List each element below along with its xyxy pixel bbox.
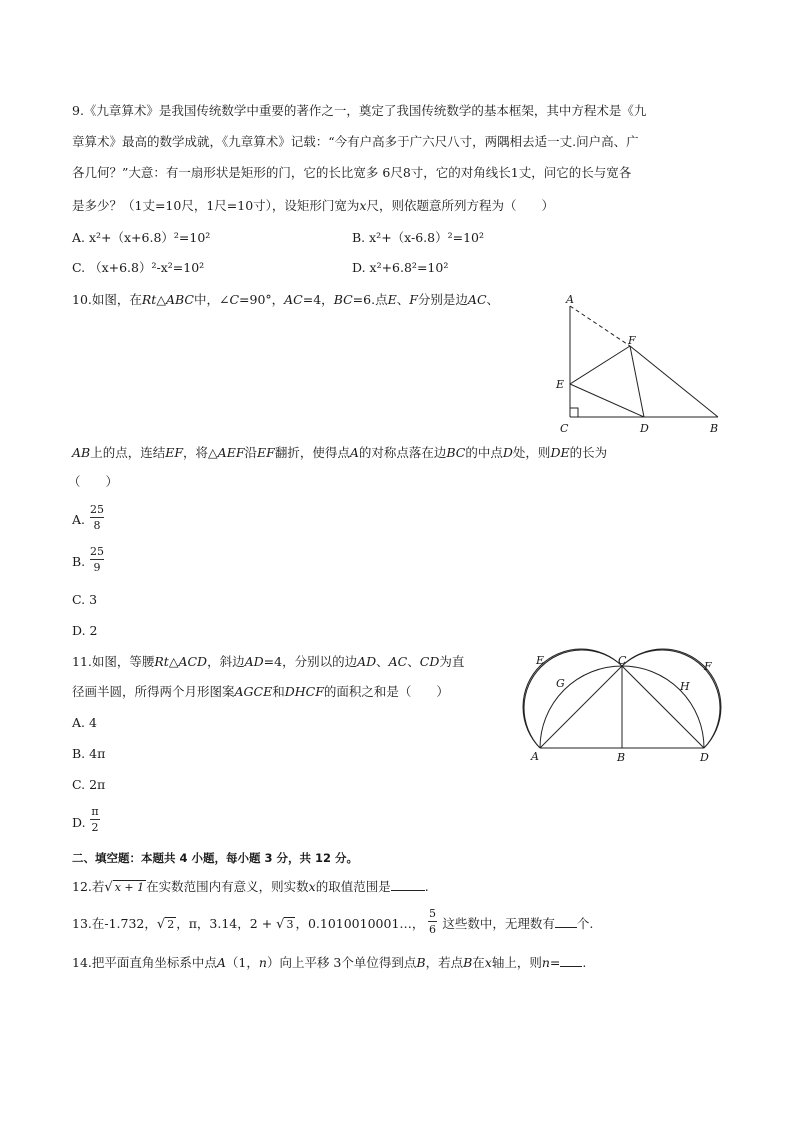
q13-text: ，0.1010010001…， [295, 916, 425, 931]
q10-text: 分别是边 [417, 292, 468, 307]
q10-option-d: D. 2 [72, 623, 98, 638]
q10-text: =4， [302, 292, 334, 307]
q11-label-a: A [531, 750, 539, 763]
q14-var: x [484, 955, 492, 970]
q11-label-b: B [617, 751, 626, 764]
q11-option-d-numerator: π [91, 805, 99, 818]
q14-text: （1， [225, 955, 259, 970]
q9-line2: 章算术》最高的数学成就，《九章算术》记载：“今有户高多于广六尺八寸，两隅相去适一丈.问户高、广 [72, 134, 639, 149]
q11-option-d-denominator: 2 [91, 821, 99, 834]
q14-text: ）向上平移 3个单位得到点 [266, 955, 417, 970]
q12-line [72, 877, 429, 898]
q11-text: 径画半圆，所得两个月形图案 [72, 684, 235, 699]
q10-triangle-figure [548, 288, 738, 438]
q10-text: 上的点，连结 [90, 445, 166, 460]
q12-var: x [308, 879, 316, 894]
q10-label-f: F [628, 334, 636, 347]
q12-text: 在实数范围内有意义，则实数 [146, 879, 309, 894]
q11-label-h: H [680, 680, 690, 693]
q11-text: =4，分别以的边 [263, 654, 358, 669]
q9-option-a: A. x²+（x+6.8）²=10² [72, 230, 211, 245]
q13-text: 13.在-1.732， [72, 916, 157, 931]
q10-var: EF [165, 445, 184, 460]
q14-text: . [582, 955, 587, 970]
q9-line3: 各几何？”大意：有一扇形状是矩形的门，它的长比宽多 6尺8寸，它的对角线长1丈，问它的长与宽各 [72, 165, 632, 180]
q11-var: AD [357, 654, 377, 669]
radical-sign: √ [276, 917, 285, 932]
answer-blank[interactable] [555, 915, 577, 928]
q10-var: A [349, 445, 359, 460]
q10-dashed-af [570, 306, 630, 346]
q14-var: B [463, 955, 473, 970]
q14-var: n [258, 955, 267, 970]
q14-var: n [541, 955, 550, 970]
q13-text: 个. [576, 916, 594, 931]
q10-var: E [387, 292, 397, 307]
q12-radicand: x + 1 [114, 881, 145, 894]
q11-line2 [72, 682, 449, 702]
q11-label-d: D [700, 751, 709, 764]
q10-var: AB [72, 445, 91, 460]
q10-seg-ef [570, 346, 630, 384]
fraction-bar [90, 559, 104, 560]
radical-sign: √ [104, 880, 113, 895]
q10-text: 翻折，使得点 [274, 445, 350, 460]
q12-text: 的取值范围是 [315, 879, 391, 894]
q9-line4 [72, 196, 554, 216]
fraction-bar [90, 819, 100, 820]
q13-sqrt3: 3 [286, 918, 294, 931]
q11-var: DHCF [284, 684, 324, 699]
q10-option-b-numerator: 25 [90, 545, 104, 558]
q14-var: B [416, 955, 426, 970]
q9-option-c: C. （x+6.8）²-x²=10² [72, 260, 205, 275]
q14-line [72, 953, 586, 973]
q14-text: = [549, 955, 561, 970]
q10-option-a-label: A. [72, 512, 86, 527]
q14-var: A [216, 955, 226, 970]
q10-right-angle-mark [570, 408, 578, 417]
q11-side-cd [622, 666, 704, 748]
q12-text: . [424, 879, 429, 894]
q10-option-b-fraction [90, 545, 104, 574]
q10-text: 沿 [244, 445, 258, 460]
q10-text: =6.点 [352, 292, 388, 307]
q11-text: ，斜边 [207, 654, 245, 669]
q10-text: 的中点 [465, 445, 503, 460]
q11-option-c: C. 2π [72, 777, 106, 792]
q11-side-ac [540, 666, 622, 748]
q9-line4-text: 是多少？（1丈=10尺，1尺=10寸），设矩形门宽为 [72, 198, 360, 213]
q11-text: 的面积之和是（ ） [323, 684, 449, 699]
q10-seg-fd [630, 346, 644, 417]
q10-label-a: A [566, 293, 574, 306]
q11-lune-figure [516, 648, 728, 770]
q11-label-f: F [704, 660, 712, 673]
q10-side-fb [630, 346, 718, 417]
q11-text: 为直 [439, 654, 465, 669]
q10-var: BC [333, 292, 353, 307]
q13-line [72, 914, 593, 935]
answer-blank[interactable] [391, 878, 425, 891]
q11-var: AGCE [234, 684, 273, 699]
q11-text: 、 [376, 654, 389, 669]
q10-var: AC [284, 292, 303, 307]
q10-text: 、 [486, 292, 500, 307]
q9-option-d: D. x²+6.8²=10² [352, 260, 449, 275]
q13-repeating: 3.1 [209, 916, 230, 931]
q11-option-b: B. 4π [72, 746, 106, 761]
answer-blank[interactable] [560, 954, 582, 967]
q10-var: C [229, 292, 240, 307]
q11-text: 11.如图，等腰 [72, 654, 155, 669]
q11-option-d-fraction [90, 805, 100, 834]
q10-text: =90°， [239, 292, 285, 307]
q10-triangle: Rt△ABC [141, 292, 194, 307]
q10-text: 中，∠ [193, 292, 230, 307]
q13-text: 这些数中，无理数有 [442, 916, 555, 931]
q10-option-a-fraction [90, 503, 104, 532]
q10-var: F [409, 292, 418, 307]
q10-option-a-denominator: 8 [93, 519, 101, 532]
q10-label-b: B [710, 422, 719, 435]
q10-seg-ed [570, 384, 644, 417]
q9-var-x: x [359, 198, 367, 213]
q11-var: CD [419, 654, 440, 669]
q9-line4-text-b: 尺，则依题意所列方程为（ ） [366, 198, 554, 213]
q13-text: ，π， [176, 916, 210, 931]
q10-text: ，将△ [183, 445, 218, 460]
fraction-bar [90, 517, 104, 518]
q11-line1 [72, 652, 464, 672]
q13-denominator: 6 [429, 923, 436, 936]
q10-text: 、 [396, 292, 410, 307]
q11-text: 和 [272, 684, 285, 699]
q13-numerator: 5 [429, 907, 436, 920]
q11-triangle: Rt△ACD [154, 654, 208, 669]
section-heading: 二、填空题：本题共 4 小题，每小题 3 分，共 12 分。 [72, 851, 359, 865]
q11-option-a: A. 4 [72, 715, 97, 730]
q10-var: BC [446, 445, 466, 460]
q11-text: 、 [407, 654, 420, 669]
q10-var: AC [467, 292, 487, 307]
q12-text: 12.若 [72, 879, 105, 894]
q13-sqrt2: 2 [167, 918, 175, 931]
q11-label-e: E [536, 654, 545, 667]
q10-option-b-denominator: 9 [93, 561, 101, 574]
q10-option-a-numerator: 25 [90, 503, 104, 516]
q14-text: 轴上，则 [491, 955, 542, 970]
q14-text: 在 [472, 955, 485, 970]
q10-text: 的对称点落在边 [358, 445, 447, 460]
q10-var: D [502, 445, 513, 460]
q13-fraction [428, 907, 437, 936]
q10-var: AEF [217, 445, 245, 460]
q10-text: 10.如图，在 [72, 292, 142, 307]
q10-text: 处，则 [512, 445, 551, 460]
q11-var: AC [388, 654, 408, 669]
q13-text: 2 + [249, 916, 277, 931]
q10-text: 的长为 [569, 445, 608, 460]
q10-label-d: D [640, 422, 649, 435]
q9-option-b: B. x²+（x-6.8）²=10² [352, 230, 485, 245]
q10-line3: （ ） [68, 474, 119, 489]
q10-label-e: E [556, 378, 565, 391]
q10-var: DE [550, 445, 570, 460]
q9-line1: 9.《九章算术》是我国传统数学中重要的著作之一，奠定了我国传统数学的基本框架，其中方程术是《九 [72, 103, 647, 118]
q11-option-d-label: D. [72, 815, 86, 830]
fraction-bar [428, 921, 437, 922]
q11-label-g: G [556, 677, 565, 690]
q11-var: AD [244, 654, 264, 669]
q13-text: ， [237, 916, 250, 931]
q11-label-c: C [618, 654, 627, 667]
q10-option-b-label: B. [72, 554, 86, 569]
q10-line2 [72, 443, 607, 463]
q10-line1 [72, 290, 499, 310]
radical-sign: √ [156, 917, 166, 932]
q14-text: 14.把平面直角坐标系中点 [72, 955, 217, 970]
q14-text: ，若点 [425, 955, 464, 970]
q10-var: EF [257, 445, 275, 460]
q10-label-c: C [560, 422, 569, 435]
q10-option-c: C. 3 [72, 592, 98, 607]
q13-repeating-digit: 4̇ [229, 916, 238, 931]
